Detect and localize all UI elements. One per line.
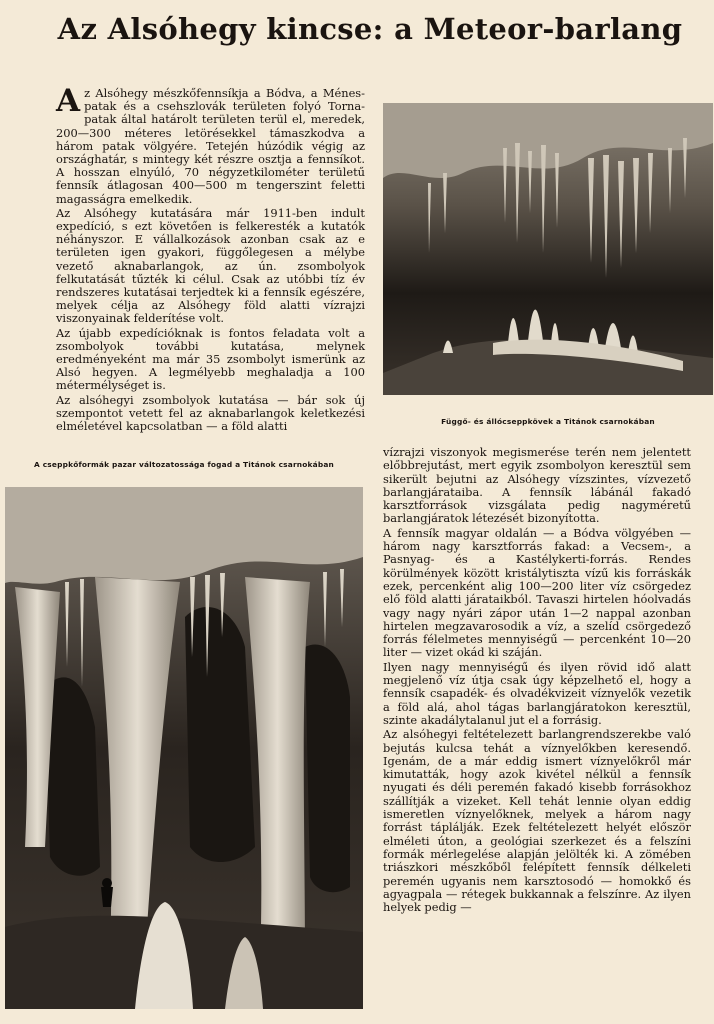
- paragraph: Ilyen nagy mennyiségű és ilyen rövid idő alatt megjelenő víz útja csak úgy képzelhető el, hogy a fennsík csapadék- és olvadékvizeit víznyelők vezetik a föld alá, ahol tágas barlangjáratokon keresztül, szinte akadálytalanul jut el a forrásig.: [383, 659, 691, 727]
- paragraph: Az újabb expedícióknak is fontos feladata volt a zsombolyok további kutatása, melynek eredményeként ma már 35 zsombolyt ismerünk az Alsó hegyen. A legmélyebb meghaladja a 100 métermélységet is.: [56, 325, 365, 393]
- photo-caption-top: Függő- és állócseppkövek a Titánok csarnokában: [441, 417, 655, 426]
- paragraph: vízrajzi viszonyok megismerése terén nem jelentett előbbrejutást, mert egyik zsombolyon keresztül sem sikerült bejutni az Alsóhegy vízszintes, vízvezető barlangjárataiba. A fennsík lábánál fakadó karsztforrások vizsgálata pedig nagyméretű barlangjáratok létezését bizonyította.: [383, 445, 691, 526]
- photo-dripstone-formations: [5, 487, 363, 1009]
- article-title: Az Alsóhegy kincse: a Meteor-barlang: [57, 12, 683, 46]
- paragraph: Az Alsóhegy kutatására már 1911-ben indult expedíció, s ezt követően is felkeresték a kutatók néhányszor. E vállalkozások azonban csak az e területen igen gyakori, függőlegesen a mélybe vezető aknabarlangok, az ún. zsombolyok felkutatását tűzték ki célul. Csak az utóbbi tíz év rendszeres kutatásai terjedtek ki a fennsík egészére, melyek célja az Alsóhegy föld alatti vízrajzi viszonyainak felderítése volt.: [56, 205, 365, 326]
- drop-cap: A: [56, 83, 81, 119]
- paragraph: A fennsík magyar oldalán — a Bódva völgyében — három nagy karsztforrás fakad: a Vecsem-, a Pasnyag- és a Kastélykerti-forrás. Rendes körülmények között kristálytiszta vízű kis forráskák ezek, percenként alig 100—200 liter víz csörgedez elő föld alatti járataikból. Tavaszi hirtelen hóolvadás vagy nagy nyári zápor után 1—2 nappal azonban hirtelen megzavarosodik a víz, a szelíd csörgedező forrás félelmetes mennyiségű — percenként 10—20 liter — vizet okád ki száján.: [383, 525, 691, 660]
- paragraph: Az alsóhegyi feltételezett barlangrendszerekbe való bejutás kulcsa tehát a víznyelőkben keresendő. Igenám, de a már eddig ismert víznyelőkről már kimutatták, hogy azok kivétel nélkül a fennsík nyugati és déli peremén fakadó kisebb forrásokhoz szállítják a vizeket. Kell tehát lennie olyan eddig ismeretlen víznyelőknek, melyek a három nagy forrást táplálják. Ezek feltételezett helyét először elméleti úton, a geológiai szerkezet és a felszíni formák mérlegelése alapján jelölték ki. A zömében triászkori mészkőből felépített fennsík délkeleti peremén ugyanis nem karsztosodó — homokkő és agyagpala — rétegek bukkannak a felszínre. Az ilyen helyek pedig —: [383, 727, 691, 915]
- photo-caption-bottom: A cseppkőformák pazar változatossága fogad a Titánok csarnokában: [34, 460, 334, 469]
- photo-hanging-stalactites: [383, 103, 713, 395]
- paragraph: Az Alsóhegy mészkőfennsíkja a Bódva, a Ménes-patak és a csehszlovák területen folyó Torna-patak által határolt területen terül el, meredek, 200—300 méteres letörésekkel támaszkodva a három patak völgyére. Tetején húzódik végig az országhatár, s mintegy két részre osztja a fennsíkot. A hosszan elnyúló, 70 négyzetkilométer területű fennsík átlagosan 400—500 m tengerszint feletti magasságra emelkedik.: [56, 83, 365, 206]
- right-text-column: [383, 446, 691, 915]
- paragraph: Az alsóhegyi zsombolyok kutatása — bár sok új szempontot vetett fel az aknabarlangok keletkezési elméletével kapcsolatban — a föld alatti: [56, 392, 365, 434]
- left-text-column: [56, 83, 365, 434]
